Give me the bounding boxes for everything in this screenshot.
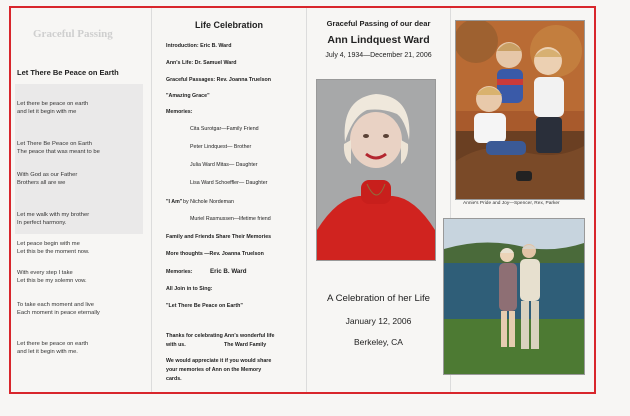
poem-title: Let There Be Peace on Earth xyxy=(17,68,119,77)
grandchildren-image xyxy=(456,21,584,199)
program-item: by Nichole Nordeman xyxy=(183,199,234,205)
service-date: January 12, 2006 xyxy=(345,316,412,326)
program-item: All Join in to Sing: xyxy=(166,286,213,292)
memory-speaker: Julia Ward Mitas— Daughter xyxy=(190,162,258,168)
thanks-note: Thanks for celebrating Ann's wonderful life xyxy=(166,333,275,339)
thanks-note: with us. xyxy=(166,342,186,348)
program-item: More thoughts —Rev. Joanna Truelson xyxy=(166,251,264,257)
program-item: Family and Friends Share Their Memories xyxy=(166,234,272,240)
program-item: Eric B. Ward xyxy=(210,268,247,275)
program-panel xyxy=(152,8,306,392)
program-item: "Amazing Grace" xyxy=(166,93,210,99)
poem-stanza: Let peace begin with me Let this be the moment now. xyxy=(17,241,90,256)
program-item: Ann's Life: Dr. Samuel Ward xyxy=(166,60,237,66)
portrait-photo xyxy=(316,79,436,261)
poem-stanza: To take each moment and live Each moment in peace eternally xyxy=(17,302,100,317)
poem-stanza: Let there be peace on earth and let it begin with me. xyxy=(17,341,89,356)
program-heading: Life Celebration xyxy=(194,20,263,30)
program-item: Introduction: Eric B. Ward xyxy=(166,43,232,49)
memory-speaker: Peter Lindquest— Brother xyxy=(190,144,252,150)
deceased-name: Ann Lindquest Ward xyxy=(327,34,430,46)
memory-speaker: Muriel Rasmussen—lifetime friend xyxy=(190,216,271,222)
memory-card-note: your memories of Ann on the Memory xyxy=(166,367,262,373)
poem-panel xyxy=(11,8,151,392)
program-item: "Let There Be Peace on Earth" xyxy=(166,303,243,309)
couple-photo xyxy=(443,218,585,375)
memory-speaker: Cita Surotgar—Family Friend xyxy=(190,126,259,132)
celebration-title: A Celebration of her Life xyxy=(327,293,430,304)
program-item: Graceful Passages: Rev. Joanna Truelson xyxy=(166,77,271,83)
memory-card-note: We would appreciate it if you would share xyxy=(166,358,272,364)
poem-stanza: Let me walk with my brother In perfect harmony. xyxy=(17,212,90,227)
program-item: Memories: xyxy=(166,109,193,115)
cover-panel xyxy=(307,8,450,392)
poem-stanza: Let There Be Peace on Earth The peace that was meant to be xyxy=(17,141,100,156)
poem-stanza: With every step I take Let this be my solemn vow. xyxy=(17,270,87,285)
memory-card-note: cards. xyxy=(166,376,182,382)
memory-speaker: Lisa Ward Schoeffler— Daughter xyxy=(190,180,268,186)
photo-caption: Annie's Pride and Joy—Spencer, Rex, Parker xyxy=(463,201,560,206)
poem-stanza: Let there be peace on earth and let it begin with me xyxy=(17,101,89,116)
poem-stanza: With God as our Father Brothers all are we xyxy=(17,172,78,187)
thanks-note: The Ward Family xyxy=(224,342,267,348)
couple-image xyxy=(444,219,584,374)
program-item: Memories: xyxy=(166,269,193,275)
cover-line: Graceful Passing of our dear xyxy=(326,19,431,28)
bleed-through-text: Graceful Passing xyxy=(33,28,113,40)
service-place: Berkeley, CA xyxy=(354,337,403,347)
photos-panel xyxy=(451,8,594,392)
grandchildren-photo xyxy=(455,20,585,200)
program-item: "I Am" xyxy=(166,199,183,205)
life-dates: July 4, 1934—December 21, 2006 xyxy=(325,52,432,59)
portrait-image xyxy=(317,80,435,260)
